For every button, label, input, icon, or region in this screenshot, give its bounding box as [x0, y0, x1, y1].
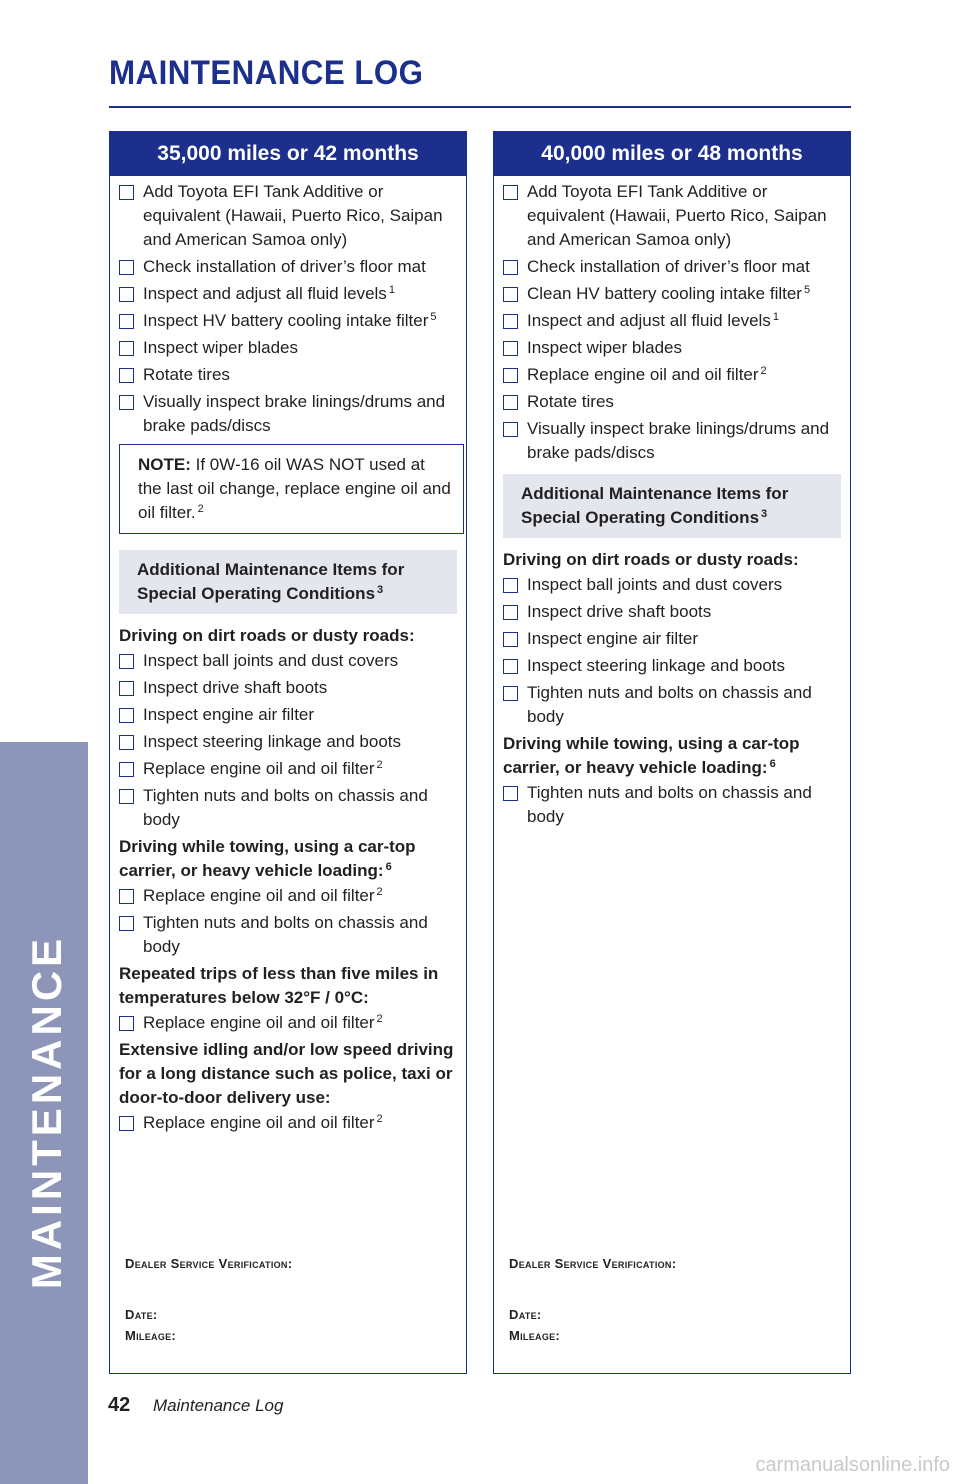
- special-conditions-heading: [119, 550, 457, 614]
- checkbox[interactable]: [119, 260, 134, 275]
- checklist-item-text: [527, 309, 841, 333]
- checklist-item-text: [143, 309, 457, 333]
- condition-footnote: 6: [769, 758, 776, 770]
- condition-heading: [503, 548, 841, 572]
- item-label: Replace engine oil and oil filter: [143, 1013, 375, 1032]
- checklist-item: [119, 757, 457, 781]
- checklist-item: [119, 255, 457, 279]
- item-label: Inspect and adjust all fluid levels: [527, 311, 771, 330]
- checklist-item-text: [527, 681, 841, 729]
- note-label: NOTE:: [138, 455, 191, 474]
- checkbox[interactable]: [503, 341, 518, 356]
- checkbox[interactable]: [119, 708, 134, 723]
- checkbox[interactable]: [503, 422, 518, 437]
- checklist-item: [119, 282, 457, 306]
- checkbox[interactable]: [503, 260, 518, 275]
- checklist-item: [503, 781, 841, 829]
- checklist-item-text: [143, 282, 457, 306]
- item-label: Inspect HV battery cooling intake filter: [143, 311, 429, 330]
- item-footnote: 5: [430, 311, 437, 323]
- item-label: Replace engine oil and oil filter: [527, 365, 759, 384]
- item-label: Inspect wiper blades: [143, 338, 298, 357]
- item-label: Inspect engine air filter: [143, 705, 315, 724]
- checklist: [503, 180, 841, 465]
- checklist-item-text: [527, 180, 841, 252]
- condition-heading-text: Repeated trips of less than five miles in temperatures below 32°F / 0°C:: [119, 964, 439, 1007]
- checklist-item: [119, 703, 457, 727]
- item-label: Inspect wiper blades: [527, 338, 682, 357]
- item-footnote: 2: [376, 1013, 383, 1025]
- item-label: Check installation of driver’s floor mat: [143, 257, 426, 276]
- checklist-item-text: [527, 573, 841, 597]
- checklist-item: [119, 676, 457, 700]
- item-label: Inspect steering linkage and boots: [527, 656, 786, 675]
- mileage-label: Mileage:: [509, 1328, 561, 1343]
- page-title: MAINTENANCE LOG: [109, 54, 424, 92]
- checklist-item: [503, 417, 841, 465]
- checklist-item: [503, 309, 841, 333]
- checkbox[interactable]: [119, 681, 134, 696]
- condition-heading-text: Driving on dirt roads or dusty roads:: [119, 626, 415, 645]
- checkbox[interactable]: [503, 368, 518, 383]
- checklist-item: [119, 1111, 457, 1135]
- checklist-item: [503, 282, 841, 306]
- special-conditions-title: Additional Maintenance Items for Special Operating Conditions: [521, 484, 789, 527]
- oil-note-box: [119, 444, 464, 534]
- checkbox[interactable]: [119, 368, 134, 383]
- page-number: 42: [108, 1394, 131, 1416]
- side-tab-label: MAINTENANCE: [23, 934, 70, 1290]
- item-footnote: 2: [376, 1113, 383, 1125]
- special-groups: [119, 624, 457, 1135]
- item-label: Replace engine oil and oil filter: [143, 759, 375, 778]
- checklist-item: [119, 309, 457, 333]
- condition-heading: [503, 732, 841, 780]
- checklist-item-text: [143, 1011, 457, 1035]
- checklist-item-text: [143, 180, 457, 252]
- condition-heading-text: Driving while towing, using a car-top carrier, or heavy vehicle loading:: [119, 837, 416, 880]
- item-label: Visually inspect brake linings/drums and brake pads/discs: [527, 419, 830, 462]
- checklist-item-text: [527, 390, 841, 414]
- checklist-item-text: [143, 336, 457, 360]
- checklist-item: [119, 730, 457, 754]
- date-label: Date:: [509, 1307, 542, 1322]
- checklist-item-text: [143, 730, 457, 754]
- special-conditions-footnote: 3: [377, 584, 384, 596]
- special-groups: [503, 548, 841, 829]
- item-label: Inspect steering linkage and boots: [143, 732, 402, 751]
- mileage-label: Mileage:: [125, 1328, 177, 1343]
- checklist-item: [503, 363, 841, 387]
- item-label: Tighten nuts and bolts on chassis and body: [527, 683, 812, 726]
- item-footnote: 2: [376, 886, 383, 898]
- item-label: Replace engine oil and oil filter: [143, 1113, 375, 1132]
- title-divider: [109, 106, 851, 108]
- checklist-item-text: [143, 390, 457, 438]
- condition-heading: [119, 962, 457, 1010]
- item-label: Check installation of driver’s floor mat: [527, 257, 810, 276]
- checklist-item: [119, 649, 457, 673]
- checkbox[interactable]: [119, 1016, 134, 1031]
- checkbox[interactable]: [503, 578, 518, 593]
- checklist-item-text: [143, 911, 457, 959]
- checklist-item-text: [527, 600, 841, 624]
- checklist-item-text: [143, 363, 457, 387]
- checkbox[interactable]: [119, 916, 134, 931]
- checklist-item: [119, 390, 457, 438]
- note-footnote: 2: [197, 503, 204, 515]
- checkbox[interactable]: [119, 735, 134, 750]
- checklist-item-text: [527, 654, 841, 678]
- checklist-item: [503, 180, 841, 252]
- item-footnote: 1: [772, 311, 779, 323]
- checkbox[interactable]: [503, 686, 518, 701]
- checklist-item-text: [527, 627, 841, 651]
- checklist-item-text: [527, 336, 841, 360]
- item-label: Replace engine oil and oil filter: [143, 886, 375, 905]
- checklist-item-text: [527, 255, 841, 279]
- checkbox[interactable]: [119, 654, 134, 669]
- item-footnote: 2: [376, 759, 383, 771]
- item-label: Visually inspect brake linings/drums and brake pads/discs: [143, 392, 446, 435]
- interval-body: [110, 176, 466, 1135]
- condition-heading-text: Driving while towing, using a car-top carrier, or heavy vehicle loading:: [503, 734, 800, 777]
- checkbox[interactable]: [119, 314, 134, 329]
- checklist-item: [119, 336, 457, 360]
- item-label: Add Toyota EFI Tank Additive or equivalent (Hawaii, Puerto Rico, Saipan and American Samoa only): [143, 182, 443, 249]
- checklist-item: [503, 600, 841, 624]
- interval-body: [494, 176, 850, 829]
- checklist-item-text: [143, 703, 457, 727]
- checkbox[interactable]: [503, 659, 518, 674]
- condition-heading-text: Driving on dirt roads or dusty roads:: [503, 550, 799, 569]
- checklist-item: [119, 1011, 457, 1035]
- note-text: If 0W-16 oil WAS NOT used at the last oil change, replace engine oil and oil filter.: [138, 455, 451, 522]
- checklist-item-text: [143, 255, 457, 279]
- item-label: Inspect ball joints and dust covers: [527, 575, 783, 594]
- checklist-item-text: [527, 282, 841, 306]
- checkbox[interactable]: [503, 786, 518, 801]
- item-label: Inspect and adjust all fluid levels: [143, 284, 387, 303]
- checkbox[interactable]: [119, 185, 134, 200]
- date-label: Date:: [125, 1307, 158, 1322]
- item-label: Rotate tires: [527, 392, 614, 411]
- checklist-item: [503, 390, 841, 414]
- item-label: Inspect engine air filter: [527, 629, 699, 648]
- special-conditions-title: Additional Maintenance Items for Special Operating Conditions: [137, 560, 405, 603]
- checklist-item: [119, 363, 457, 387]
- item-label: Tighten nuts and bolts on chassis and body: [143, 786, 428, 829]
- condition-heading: [119, 835, 457, 883]
- checklist-item: [119, 911, 457, 959]
- checkbox[interactable]: [119, 341, 134, 356]
- checkbox[interactable]: [503, 185, 518, 200]
- item-label: Clean HV battery cooling intake filter: [527, 284, 802, 303]
- checklist-item-text: [527, 781, 841, 829]
- checkbox[interactable]: [503, 287, 518, 302]
- checklist-item: [503, 336, 841, 360]
- condition-heading-text: Extensive idling and/or low speed driving for a long distance such as police, taxi or door-to-door delivery use:: [119, 1040, 454, 1107]
- dealer-verification-label: Dealer Service Verification:: [509, 1256, 677, 1271]
- item-footnote: 1: [388, 284, 395, 296]
- checkbox[interactable]: [119, 889, 134, 904]
- item-label: Inspect ball joints and dust covers: [143, 651, 399, 670]
- checkbox[interactable]: [119, 395, 134, 410]
- checklist-item: [503, 255, 841, 279]
- item-footnote: 2: [760, 365, 767, 377]
- checkbox[interactable]: [119, 287, 134, 302]
- item-label: Tighten nuts and bolts on chassis and body: [143, 913, 428, 956]
- dealer-verification-label: Dealer Service Verification:: [125, 1256, 293, 1271]
- special-conditions-heading: [503, 474, 841, 538]
- condition-heading: [119, 1038, 457, 1110]
- item-label: Tighten nuts and bolts on chassis and body: [527, 783, 812, 826]
- checklist-item: [119, 884, 457, 908]
- item-label: Inspect drive shaft boots: [143, 678, 328, 697]
- checkbox[interactable]: [503, 605, 518, 620]
- interval-card-35000: [109, 131, 467, 1374]
- item-label: Add Toyota EFI Tank Additive or equivalent (Hawaii, Puerto Rico, Saipan and American Samoa only): [527, 182, 827, 249]
- checkbox[interactable]: [503, 632, 518, 647]
- checklist-item-text: [527, 417, 841, 465]
- checkbox[interactable]: [119, 1116, 134, 1131]
- item-label: Rotate tires: [143, 365, 230, 384]
- condition-footnote: 6: [385, 861, 392, 873]
- checklist-item: [119, 180, 457, 252]
- checklist-item-text: [143, 784, 457, 832]
- interval-card-40000: [493, 131, 851, 1374]
- checklist-item-text: [143, 1111, 457, 1135]
- interval-header: 35,000 miles or 42 months: [110, 132, 466, 176]
- checkbox[interactable]: [119, 762, 134, 777]
- checkbox[interactable]: [503, 314, 518, 329]
- checklist: [119, 180, 457, 438]
- item-label: Inspect drive shaft boots: [527, 602, 712, 621]
- checklist-item: [503, 654, 841, 678]
- checklist-item-text: [143, 757, 457, 781]
- checkbox[interactable]: [503, 395, 518, 410]
- checklist-item-text: [143, 676, 457, 700]
- condition-heading: [119, 624, 457, 648]
- watermark: carmanualsonline.info: [755, 1454, 950, 1476]
- checklist-item-text: [143, 884, 457, 908]
- checklist-item: [503, 573, 841, 597]
- checklist-item-text: [143, 649, 457, 673]
- checklist-item: [503, 627, 841, 651]
- checklist-item: [119, 784, 457, 832]
- checklist-item: [503, 681, 841, 729]
- checklist-item-text: [527, 363, 841, 387]
- interval-header: 40,000 miles or 48 months: [494, 132, 850, 176]
- footer-section-label: Maintenance Log: [153, 1396, 284, 1415]
- item-footnote: 5: [803, 284, 811, 296]
- special-conditions-footnote: 3: [761, 508, 768, 520]
- checkbox[interactable]: [119, 789, 134, 804]
